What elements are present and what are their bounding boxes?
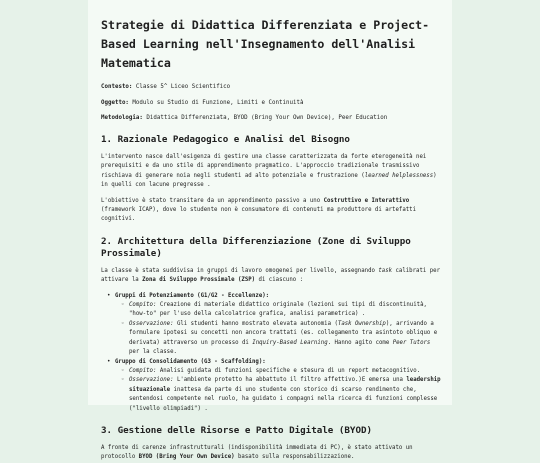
meta-methodology (101, 114, 442, 123)
meta-label: Metodologia: (101, 115, 143, 121)
meta-value: Modulo su Studio di Funzione, Limiti e Continuità (132, 99, 304, 106)
paragraph: A fronte di carenze infrastrutturali (indisponibilità immediata di PC), è stato attivato un protocollo BYOD (Bring Your Own Device) basato sulla responsabilizzazione. (101, 444, 413, 461)
section-heading: 1. Razionale Pedagogico e Analisi del Bisogno (101, 134, 350, 145)
list-item: ◦ Compito: Analisi guidata di funzioni specifiche e stesura di un report metacognitivo. (129, 367, 442, 376)
list-item: ◦ Compito: Creazione di materiale didattico originale (lezioni sui tipi di discontinuità, "how-to" per l'uso della calcolatrice grafica, analisi parametrica) . (129, 301, 442, 320)
paragraph: L'intervento nasce dall'esigenza di gestire una classe caratterizzata da forte eterogeneità nei prerequisiti e da uno stile di apprendimento pragmatico. L'approccio tradizionale trasmissivo rischiava di generare noia negli studenti ad alto potenziale e frustrazione (learned helplessness) in quelli con lacune pregresse . (101, 154, 437, 189)
list-item: ◦ Osservazione: L'ambiente protetto ha abbattuto il filtro affettivo.)E emersa una leadership situazionale inattesa da parte di uno studente con storico di scarso rendimento che, sentendosi competente nel ruolo, ha guidato i compagni nella ricerca di funzioni complesse ("livello olimpiadi") . (129, 376, 442, 414)
group-list (101, 292, 442, 414)
meta-value: Didattica Differenziata, BYOD (Bring Your Own Device), Peer Education (146, 115, 388, 121)
section-heading: 2. Architettura della Differenziazione (Zone di Sviluppo Prossimale) (101, 235, 411, 259)
paragraph: La classe è stata suddivisa in gruppi di lavoro omogenei per livello, assegnando task calibrati per attivare la Zona di Sviluppo Prossimale (ZSP) di ciascuno : (101, 267, 441, 284)
meta-context (101, 83, 442, 92)
meta-subject (101, 99, 442, 108)
sub-list (115, 367, 442, 414)
list-item: • Gruppo di Consolidamento (G3 - Scaffolding): ◦ Compito: Analisi guidata di funzioni specifiche e stesura di un report metacognitivo. ◦ Osservazione: L'ambiente protetto ha abbattuto il filtro affettivo.)E emersa una leadership situazionale inattesa da parte di uno studente con storico di scarso rendimento che, sentendosi competente nel ruolo, ha guidato i compagni nella ricerca di funzioni complesse ("livello olimpiadi") . (115, 358, 442, 414)
sub-list (115, 301, 442, 357)
document-page (88, 0, 452, 461)
list-item: ◦ Osservazione: Gli studenti hanno mostrato elevata autonomia (Task Ownership), arrivando a formulare ipotesi su concetti non ancora trattati (es. collegamento tra asintoto obliquo e derivata) attraverso un processo di Inquiry-Based Learning. Hanno agito come Peer Tutors per la classe. (129, 320, 442, 358)
document-title: Strategie di Didattica Differenziata e Project-Based Learning nell'Insegnamento dell'Analisi Matematica (101, 18, 430, 70)
list-item: • Gruppi di Potenziamento (G1/G2 - Eccellenze): ◦ Compito: Creazione di materiale didattico originale (lezioni sui tipi di discontinuità, "how-to" per l'uso della calcolatrice grafica, analisi parametrica) . ◦ Osservazione: Gli studenti hanno mostrato elevata autonomia (Task Ownership), arrivando a formulare ipotesi su concetti non ancora trattati (es. collegamento tra asintoto obliquo e derivata) attraverso un processo di Inquiry-Based Learning. Hanno agito come Peer Tutors per la classe. (115, 292, 442, 358)
meta-label: Contesto: (101, 84, 133, 90)
meta-value: Classe 5^ Liceo Scientifico (135, 84, 231, 90)
paragraph: L'obiettivo è stato transitare da un apprendimento passivo a uno Costruttivo e Interattivo (framework ICAP), dove lo studente non è consumatore di contenuti ma produttore di artefatti cognitivi. (101, 197, 417, 223)
meta-label: Oggetto: (101, 99, 129, 106)
section-heading: 3. Gestione delle Risorse e Patto Digitale (BYOD) (101, 424, 373, 436)
